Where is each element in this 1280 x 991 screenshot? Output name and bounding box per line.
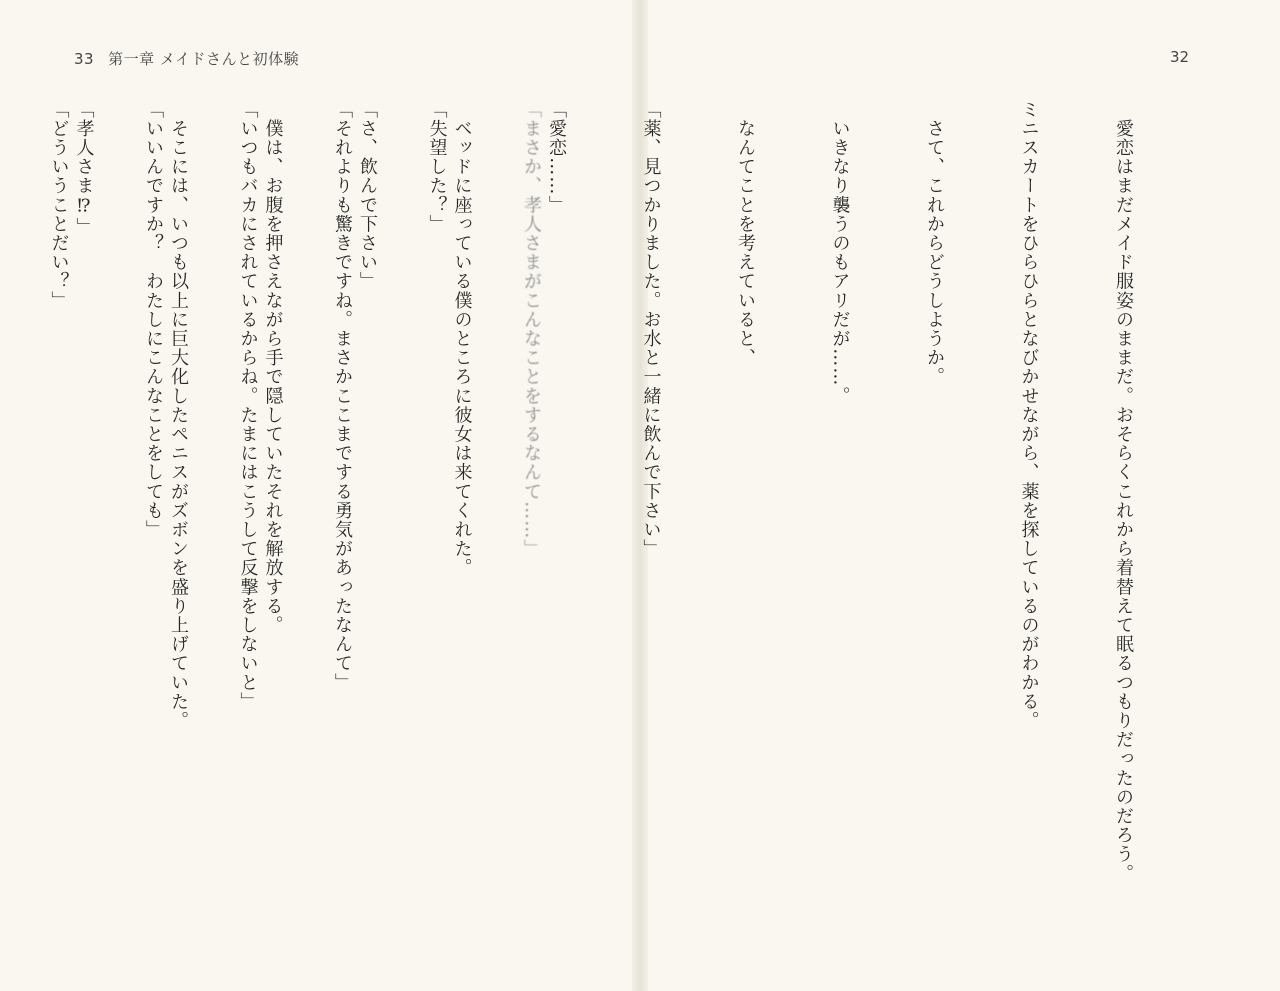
text-line: 僕は、お腹を押さえながら手で隠していたそれを解放する。 bbox=[262, 100, 284, 635]
right-page-number: 32 bbox=[1170, 48, 1190, 66]
left-page-text bbox=[48, 100, 610, 960]
left-running-header bbox=[74, 48, 299, 69]
text-line: さて、これからどうしようか。 bbox=[924, 100, 945, 387]
text-line: そこには、いつも以上に巨大化したペニスがズボンを盛り上げていた。 bbox=[168, 100, 189, 731]
text-line: 「いつもバカにされているからね。たまにはこうして反撃をしないと」 bbox=[237, 100, 259, 712]
text-line: 「さ、飲んで下さい」 bbox=[357, 100, 378, 291]
left-page-number: 33 bbox=[74, 50, 95, 68]
text-line: ベッドに座っている僕のところに彼女は来てくれた。 bbox=[451, 100, 473, 578]
text-line: 「薬、見つかりました。お水と一緒に飲んで下さい」 bbox=[640, 100, 662, 559]
text-line: 「愛恋……」 bbox=[546, 100, 567, 215]
text-line: 「どういうことだい？」 bbox=[48, 100, 70, 311]
text-line: いきなり襲うのもアリだが……。 bbox=[829, 100, 851, 406]
text-line: 「孝人さま⁉」 bbox=[73, 100, 95, 237]
text-line: 「それよりも驚きですね。まさかここまでする勇気があったなんて」 bbox=[332, 100, 353, 693]
text-line: 「失望した？」 bbox=[426, 100, 448, 234]
chapter-title: 第一章 メイドさんと初体験 bbox=[108, 50, 300, 68]
text-line: 「いいんですか？ わたしにこんなことをしても」 bbox=[143, 100, 164, 540]
text-line: なんてことを考えていると、 bbox=[735, 100, 756, 368]
text-line: ミニスカートをひらひらとなびかせながら、薬を探しているのがわかる。 bbox=[1018, 100, 1040, 731]
text-line: 愛恋はまだメイド服姿のままだ。おそらくこれから着替えて眠るつもりだったのだろう。 bbox=[1113, 100, 1134, 884]
text-line-faded: 「まさか、孝人さまがこんなことをするなんて……」 bbox=[521, 100, 542, 559]
